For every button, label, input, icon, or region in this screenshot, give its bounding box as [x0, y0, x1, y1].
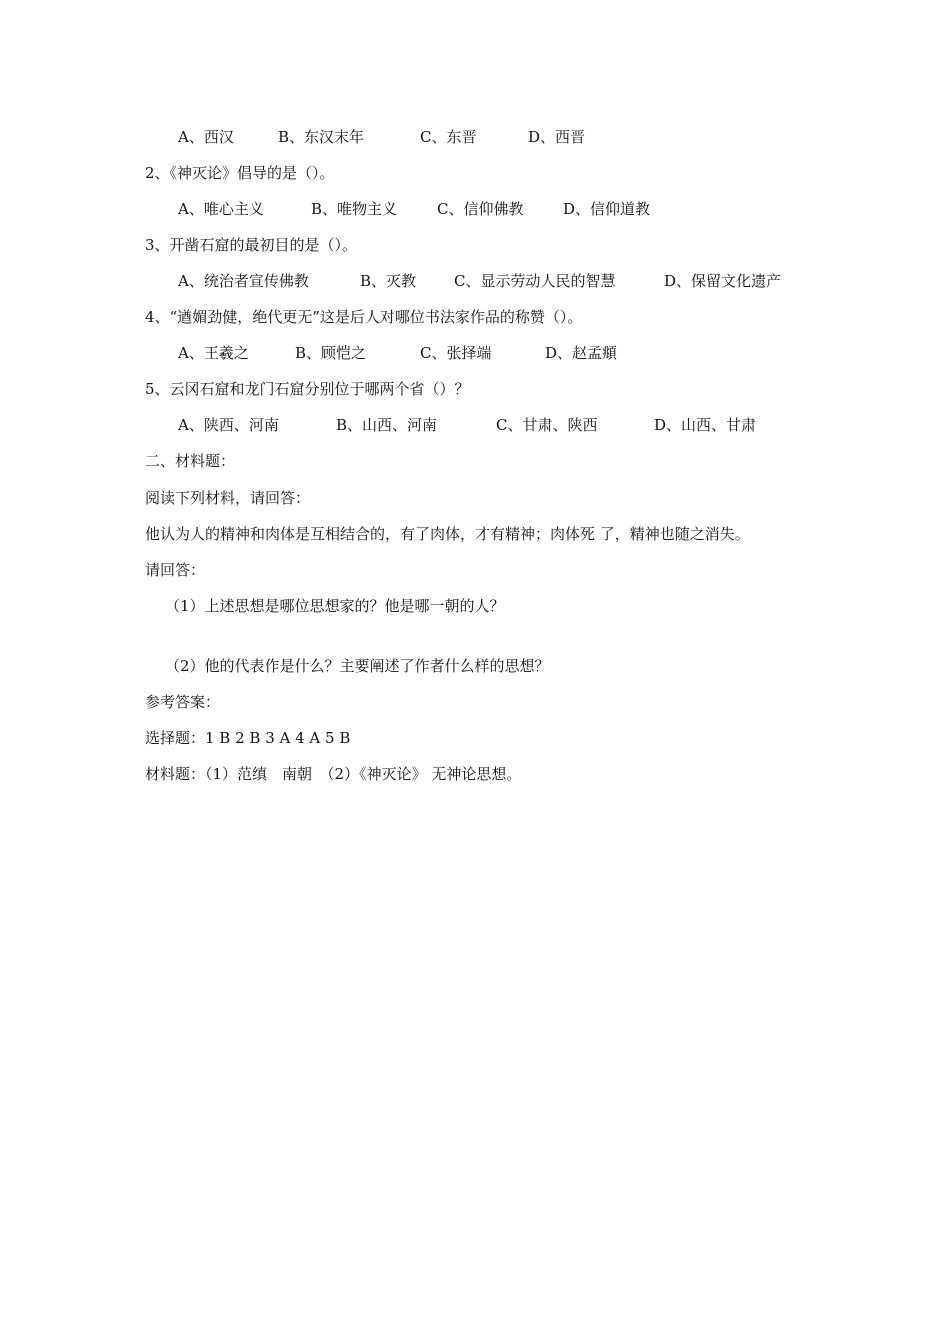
- q5-stem: 5、云冈石窟和龙门石窟分别位于哪两个省（）？: [145, 380, 470, 398]
- q3-option-b: B、灭教: [360, 272, 417, 290]
- section2-material: 他认为人的精神和肉体是互相结合的，有了肉体，才有精神；肉体死 了，精神也随之消失。: [145, 525, 750, 543]
- section2-intro: 阅读下列材料，请回答：: [145, 489, 311, 507]
- q3-stem: 3、开凿石窟的最初目的是（）。: [145, 236, 358, 254]
- q2-option-d: D、信仰道教: [563, 200, 651, 218]
- section2-prompt: 请回答：: [145, 561, 206, 579]
- q4-stem: 4、“遒媚劲健，绝代更无”这是后人对哪位书法家作品的称赞（）。: [145, 308, 583, 326]
- q4-option-a: A、王羲之: [178, 344, 249, 362]
- q4-option-b: B、顾恺之: [295, 344, 367, 362]
- answers-choice: 选择题：1 B 2 B 3 A 4 A 5 B: [145, 729, 351, 747]
- q3-option-d: D、保留文化遗产: [664, 272, 782, 290]
- q4-option-c: C、张择端: [420, 344, 492, 362]
- q2-option-b: B、唯物主义: [311, 200, 398, 218]
- q1-option-b: B、东汉末年: [278, 128, 365, 146]
- q5-option-b: B、山西、河南: [336, 416, 438, 434]
- q4-option-d: D、赵孟頫: [545, 344, 618, 362]
- q1-option-d: D、西晋: [528, 128, 586, 146]
- q5-option-c: C、甘肃、陕西: [496, 416, 598, 434]
- section2-sub-question-1: （1）上述思想是哪位思想家的？他是哪一朝的人？: [165, 597, 505, 615]
- q5-option-d: D、山西、甘肃: [654, 416, 757, 434]
- section2-sub-question-2: （2）他的代表作是什么？主要阐述了作者什么样的思想？: [165, 657, 550, 675]
- q3-option-c: C、显示劳动人民的智慧: [454, 272, 616, 290]
- q2-option-a: A、唯心主义: [178, 200, 264, 218]
- answers-material: 材料题：（1）范缜 南朝 （2）《神灭论》 无神论思想。: [145, 765, 522, 783]
- q5-option-a: A、陕西、河南: [178, 416, 279, 434]
- q2-stem: 2、《神灭论》倡导的是（）。: [145, 164, 335, 182]
- section2-heading: 二、材料题：: [145, 452, 236, 470]
- q2-option-c: C、信仰佛教: [437, 200, 524, 218]
- q1-option-a: A、西汉: [178, 128, 234, 146]
- answers-heading: 参考答案：: [145, 693, 221, 711]
- q3-option-a: A、统治者宣传佛教: [178, 272, 309, 290]
- q1-option-c: C、东晋: [420, 128, 477, 146]
